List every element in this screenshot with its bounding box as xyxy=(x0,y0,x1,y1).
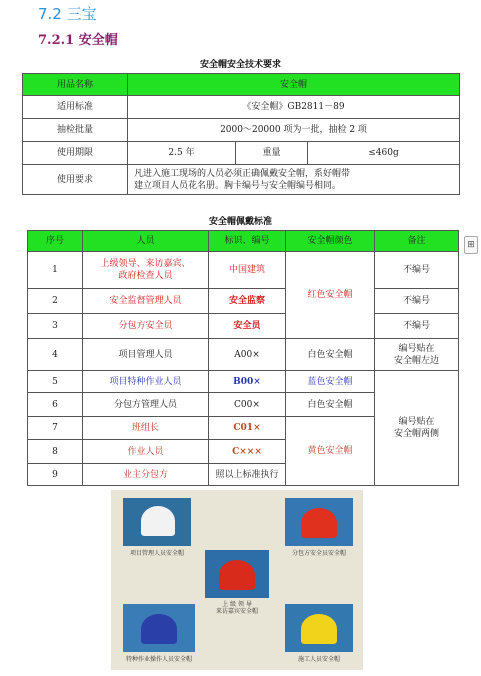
photo-label: 施工人员安全帽 xyxy=(297,656,340,663)
usage-label: 使用要求 xyxy=(23,165,128,195)
usage-line-2: 建立项目人员花名册。胸卡编号与安全帽编号相同。 xyxy=(134,180,342,191)
blue-helmet-icon xyxy=(141,614,177,644)
row-person: 分包方管理人员 xyxy=(83,393,209,417)
row-person: 分包方安全员 xyxy=(83,314,209,339)
yellow-helmet-image xyxy=(285,604,353,652)
row-mark: 中国建筑 xyxy=(209,252,286,289)
side-panel-icon[interactable]: ⊞ xyxy=(464,236,478,254)
header-helmet: 安全帽 xyxy=(128,74,460,96)
period-label: 使用期限 xyxy=(23,142,128,165)
row-person: 项目管理人员 xyxy=(83,339,209,371)
table-row xyxy=(28,289,459,314)
usage-line-1: 凡进入施工现场的人员必须正确佩戴安全帽，系好帽带 xyxy=(134,168,351,179)
photo-white-helmet xyxy=(123,498,191,560)
blue-helmet-image xyxy=(123,604,195,652)
note-line-1: 编号贴在 xyxy=(398,343,435,354)
col-note: 备注 xyxy=(375,231,459,252)
person-line-2: 政府检查人员 xyxy=(118,271,173,281)
row-no: 8 xyxy=(28,440,83,464)
table1-caption: 安全帽安全技术要求 xyxy=(199,60,281,70)
weight-value: ≤460g xyxy=(308,142,460,165)
red-helmet-image xyxy=(285,498,353,546)
section-heading: 7.2 三宝 xyxy=(38,5,97,23)
red-helmet-icon xyxy=(219,560,255,590)
label-line-1: 上 级 领 导 xyxy=(222,601,252,608)
white-helmet-icon xyxy=(141,506,175,536)
photo-label: 项目管理人员安全帽 xyxy=(129,550,184,557)
row-person: 班组长 xyxy=(83,417,209,440)
row-note: 不编号 xyxy=(375,252,459,289)
row-person: 作业人员 xyxy=(83,440,209,464)
table-row xyxy=(28,314,459,339)
col-mark: 标识、编号 xyxy=(209,231,286,252)
note-line-2: 安全帽左边 xyxy=(393,355,439,366)
label-line-2: 来访嘉宾安全帽 xyxy=(215,608,258,615)
row-person: 项目特种作业人员 xyxy=(83,371,209,393)
note-line-2: 安全帽两侧 xyxy=(393,429,439,439)
photo-red-helmet-safety xyxy=(285,498,353,560)
color-red-cell: 红色安全帽 xyxy=(286,252,375,339)
usage-value xyxy=(128,165,460,195)
row-mark: B00× xyxy=(209,371,286,393)
safety-requirements-table xyxy=(22,73,460,195)
row-no: 1 xyxy=(28,252,83,289)
subsection-heading: 7.2.1 安全帽 xyxy=(38,33,118,48)
row-person xyxy=(83,252,209,289)
photo-red-helmet-leader xyxy=(205,550,269,616)
col-color: 安全帽颜色 xyxy=(286,231,375,252)
table2-caption: 安全帽佩戴标准 xyxy=(208,217,272,227)
weight-label: 重量 xyxy=(236,142,308,165)
table-row xyxy=(28,252,459,289)
row-note xyxy=(375,339,459,371)
note-sides-cell xyxy=(375,371,459,486)
row-note: 不编号 xyxy=(375,314,459,339)
standard-label: 适用标准 xyxy=(23,96,128,119)
helmet-photos-panel xyxy=(111,490,363,670)
yellow-helmet-icon xyxy=(301,614,337,644)
row-mark: C00× xyxy=(209,393,286,417)
row-mark: C01× xyxy=(209,417,286,440)
period-value: 2.5 年 xyxy=(128,142,236,165)
col-no: 序号 xyxy=(28,231,83,252)
red-helmet-image xyxy=(205,550,269,598)
row-mark: 安全监察 xyxy=(209,289,286,314)
row-no: 7 xyxy=(28,417,83,440)
color-white-cell: 白色安全帽 xyxy=(286,393,375,417)
table-row xyxy=(28,371,459,393)
standard-value: 《安全帽》GB2811－89 xyxy=(128,96,460,119)
photo-label xyxy=(205,601,269,615)
row-no: 5 xyxy=(28,371,83,393)
row-mark: 安全员 xyxy=(209,314,286,339)
color-white-cell: 白色安全帽 xyxy=(286,339,375,371)
row-mark: A00× xyxy=(209,339,286,371)
red-helmet-icon xyxy=(301,508,337,538)
table-row xyxy=(28,339,459,371)
row-no: 4 xyxy=(28,339,83,371)
photo-yellow-helmet xyxy=(285,604,353,666)
photo-label: 特种作业操作人员安全帽 xyxy=(125,656,192,663)
row-no: 6 xyxy=(28,393,83,417)
row-person: 业主分包方 xyxy=(83,464,209,486)
batch-value: 2000～20000 项为一批，抽检 2 项 xyxy=(128,119,460,142)
row-person: 安全监督管理人员 xyxy=(83,289,209,314)
photo-blue-helmet xyxy=(123,604,195,666)
row-mark: C××× xyxy=(209,440,286,464)
white-helmet-image xyxy=(123,498,191,546)
row-no: 2 xyxy=(28,289,83,314)
row-note: 不编号 xyxy=(375,289,459,314)
row-no: 9 xyxy=(28,464,83,486)
note-line-1: 编号贴在 xyxy=(398,417,435,427)
person-line-1: 上级领导、来访嘉宾、 xyxy=(100,259,191,269)
header-item-name: 用品名称 xyxy=(23,74,128,96)
batch-label: 抽检批量 xyxy=(23,119,128,142)
color-blue-cell: 蓝色安全帽 xyxy=(286,371,375,393)
helmet-wearing-table xyxy=(27,230,459,486)
color-yellow-cell: 黄色安全帽 xyxy=(286,417,375,486)
row-no: 3 xyxy=(28,314,83,339)
col-person: 人员 xyxy=(83,231,209,252)
row-mark: 照以上标准执行 xyxy=(209,464,286,486)
photo-label: 分包方安全员安全帽 xyxy=(291,550,346,557)
